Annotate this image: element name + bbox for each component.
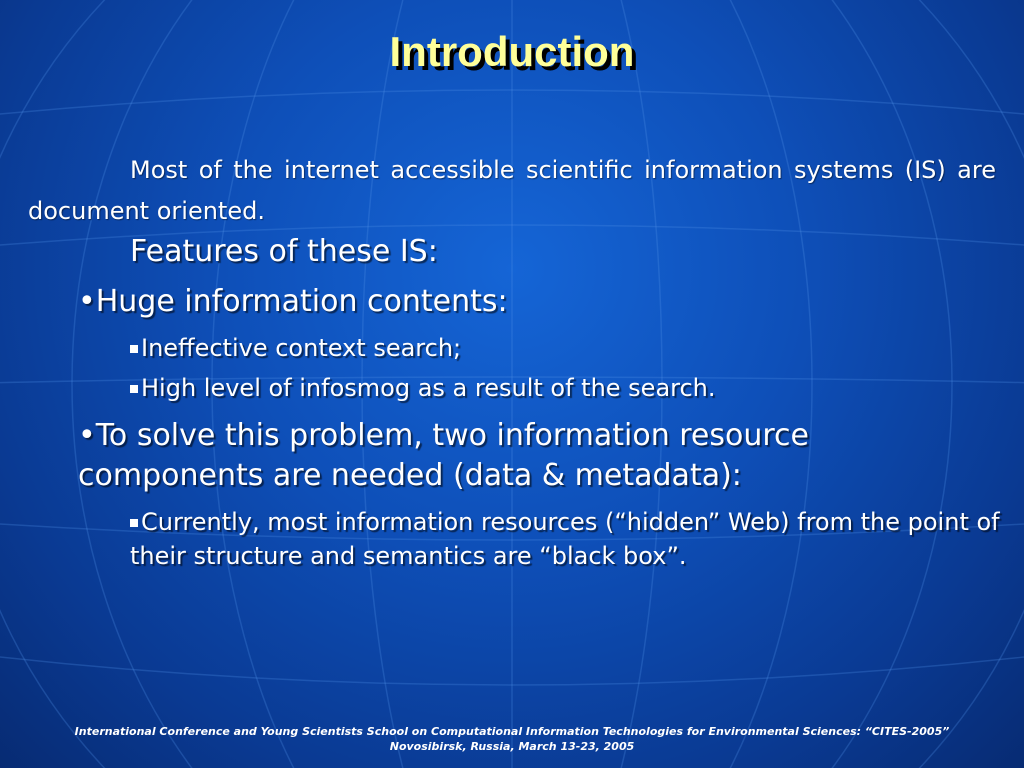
features-heading: Features of these IS:	[130, 234, 438, 269]
sub-bullet-item	[130, 334, 461, 362]
bullet-item	[78, 416, 978, 496]
bullet-text: To solve this problem, two information resource components are needed (data & metadata):	[78, 418, 809, 493]
bullet-marker: •	[78, 284, 96, 319]
sub-bullet-text: High level of infosmog as a result of the search.	[141, 374, 716, 402]
slide-footer	[0, 724, 1024, 754]
footer-location-line: Novosibirsk, Russia, March 13-23, 2005	[389, 740, 635, 753]
bullet-text: Huge information contents:	[95, 284, 508, 319]
intro-paragraph: Most of the internet accessible scientific information systems (IS) are document oriented.	[28, 156, 996, 225]
sub-bullet-text: Ineffective context search;	[141, 334, 462, 362]
slide-title: Introduction	[389, 28, 635, 75]
square-bullet-icon	[130, 385, 138, 393]
sub-bullet-text: Currently, most information resources (“hidden” Web) from the point of their structure and semantics are “black box”.	[130, 508, 1000, 570]
bullet-marker: •	[78, 418, 96, 453]
bullet-item	[78, 284, 508, 319]
sub-bullet-item	[130, 374, 716, 402]
square-bullet-icon	[130, 345, 138, 353]
footer-conference-line: International Conference and Young Scientists School on Computational Information Technologies for Environmental Sciences: “CITES-2005”	[74, 725, 950, 738]
square-bullet-icon	[130, 519, 138, 527]
sub-bullet-item	[130, 505, 1000, 573]
